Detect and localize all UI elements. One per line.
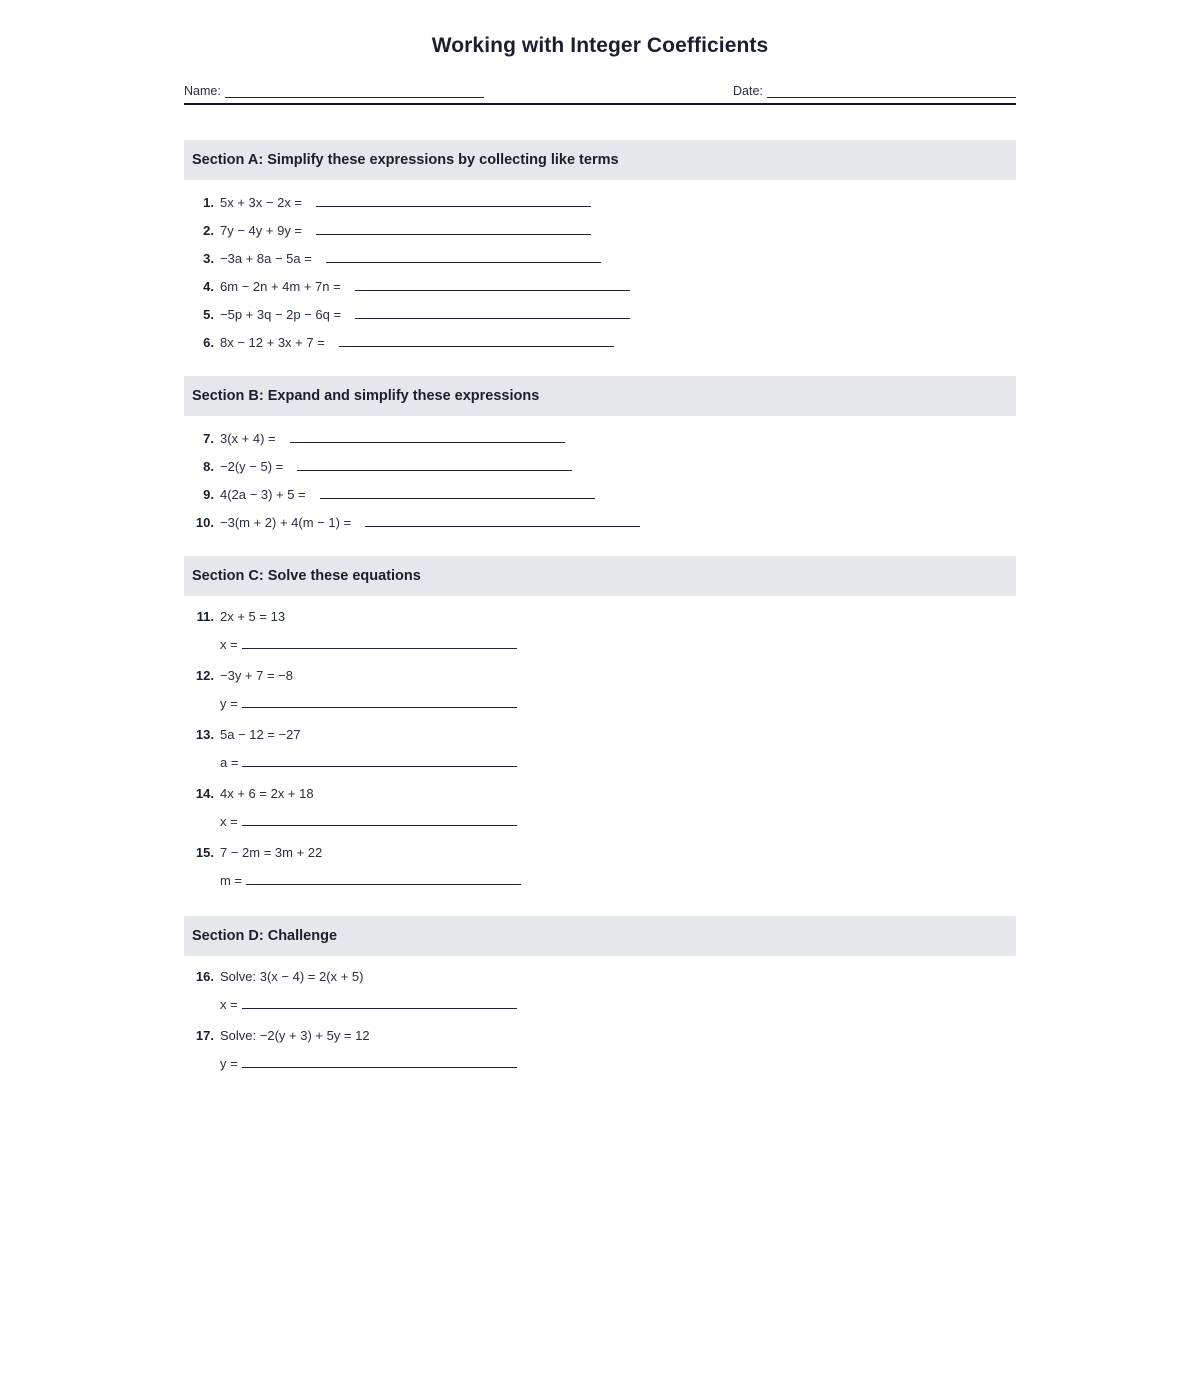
section-b-heading: Section B: Expand and simplify these expressions [192,388,540,404]
answer-line[interactable] [242,1055,517,1068]
answer-line[interactable] [326,250,601,263]
question-text: 5x + 3x − 2x = [220,195,303,210]
question-text: Solve: 3(x − 4) = 2(x + 5) [220,969,364,984]
question-text: −3(m + 2) + 4(m − 1) = [220,515,352,530]
question-text: −3y + 7 = −8 [220,668,294,683]
question-number: 3. [203,251,214,266]
question-number: 1. [203,195,214,210]
section-d-heading: Section D: Challenge [192,928,338,944]
question-text: 5a − 12 = −27 [220,727,301,742]
question-row [184,486,1016,501]
question-block [184,970,1016,1012]
question-block [184,787,1016,829]
question-number: 13. [195,727,214,742]
answer-line[interactable] [316,194,591,207]
answer-row [184,872,1016,888]
answer-line[interactable] [242,813,517,826]
header-divider [184,103,1016,105]
question-text: −5p + 3q − 2p − 6q = [220,307,342,322]
answer-variable: x = [220,814,238,829]
answer-variable: y = [220,1056,238,1071]
answer-line[interactable] [290,430,565,443]
section-d-questions [184,956,1016,1071]
question-block [184,1029,1016,1071]
question-text: 2x + 5 = 13 [220,609,286,624]
question-number: 6. [203,335,214,350]
question-number: 4. [203,279,214,294]
section-header-d [184,916,1016,956]
question-row [184,514,1016,529]
section-header-a [184,140,1016,180]
name-label: Name: [184,84,221,98]
question-row [184,610,1016,623]
section-c-heading: Section C: Solve these equations [192,568,421,584]
answer-line[interactable] [297,458,572,471]
answer-line[interactable] [355,278,630,291]
question-number: 14. [195,786,214,801]
name-write-line[interactable] [225,84,484,98]
question-row [184,846,1016,859]
question-text: 7 − 2m = 3m + 22 [220,845,323,860]
question-row [184,278,1016,293]
question-text: 4(2a − 3) + 5 = [220,487,306,502]
date-label: Date: [733,84,763,98]
question-number: 2. [203,223,214,238]
question-text: 6m − 2n + 4m + 7n = [220,279,341,294]
question-text: −2(y − 5) = [220,459,284,474]
answer-line[interactable] [320,486,595,499]
answer-line[interactable] [242,754,517,767]
section-a-questions [184,180,1016,349]
question-text: −3a + 8a − 5a = [220,251,312,266]
date-write-line[interactable] [767,84,1016,98]
question-row [184,458,1016,473]
question-text: Solve: −2(y + 3) + 5y = 12 [220,1028,370,1043]
question-row [184,430,1016,445]
question-number: 7. [203,431,214,446]
answer-line[interactable] [339,334,614,347]
question-number: 9. [203,487,214,502]
question-row [184,669,1016,682]
answer-variable: m = [220,873,243,888]
answer-line[interactable] [242,996,517,1009]
question-text: 4x + 6 = 2x + 18 [220,786,314,801]
answer-line[interactable] [365,514,640,527]
answer-row [184,813,1016,829]
answer-line[interactable] [242,636,517,649]
page-title: Working with Integer Coefficients [431,34,769,57]
question-text: 8x − 12 + 3x + 7 = [220,335,325,350]
question-number: 11. [196,609,214,624]
question-row [184,728,1016,741]
question-row [184,334,1016,349]
question-row [184,1029,1016,1042]
answer-line[interactable] [246,872,521,885]
answer-row [184,996,1016,1012]
question-number: 17. [195,1028,214,1043]
answer-row [184,695,1016,711]
section-b-questions [184,416,1016,529]
student-info-row [184,84,1016,98]
question-number: 12. [195,668,214,683]
question-row [184,222,1016,237]
question-row [184,970,1016,983]
answer-variable: a = [220,755,239,770]
question-number: 10. [195,515,214,530]
question-text: 3(x + 4) = [220,431,276,446]
question-number: 8. [203,459,214,474]
question-number: 15. [195,845,214,860]
question-text: 7y − 4y + 9y = [220,223,303,238]
question-number: 5. [203,307,214,322]
question-row [184,787,1016,800]
name-field[interactable] [184,84,484,98]
answer-row [184,636,1016,652]
question-block [184,669,1016,711]
answer-row [184,1055,1016,1071]
answer-row [184,754,1016,770]
question-row [184,306,1016,321]
answer-line[interactable] [316,222,591,235]
answer-variable: x = [220,997,238,1012]
question-row [184,250,1016,265]
date-field[interactable] [733,84,1016,98]
question-block [184,846,1016,888]
section-header-b [184,376,1016,416]
answer-variable: y = [220,696,238,711]
section-a-heading: Section A: Simplify these expressions by collecting like terms [192,152,619,168]
section-header-c [184,556,1016,596]
question-block [184,728,1016,770]
answer-line[interactable] [355,306,630,319]
question-number: 16. [195,969,214,984]
section-c-questions [184,596,1016,888]
question-row [184,194,1016,209]
answer-variable: x = [220,637,238,652]
answer-line[interactable] [242,695,517,708]
question-block [184,610,1016,652]
